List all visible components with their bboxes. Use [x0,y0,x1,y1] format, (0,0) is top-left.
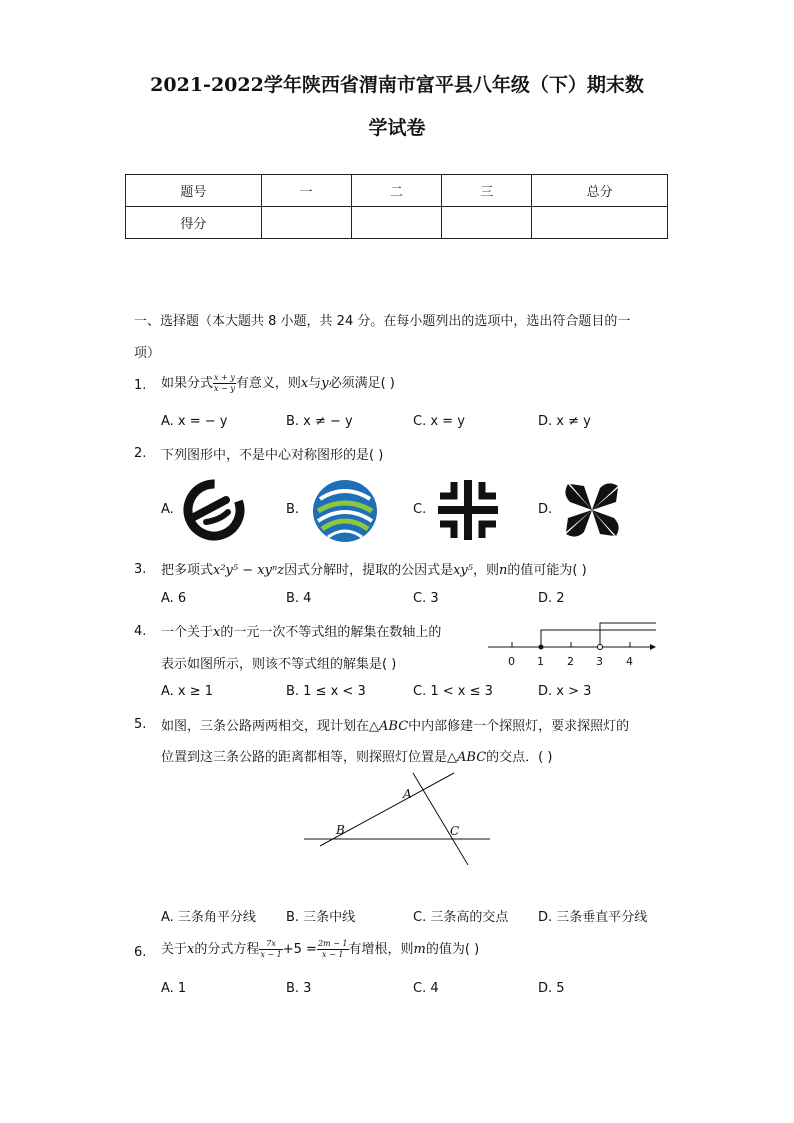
q4-line1-pre: 一个关于 [161,625,214,640]
q6-post: 的值为( ) [425,942,480,957]
question-number: 2. [134,446,147,461]
q3-option-d[interactable]: D. 2 [538,591,565,606]
score-header-cell: 二 [351,175,442,207]
score-cell [351,207,442,239]
q2-figure-c-symbol [436,478,500,542]
score-cell [261,207,351,239]
axis-tick-label: 2 [567,655,574,668]
q5-line2-post: 的交点．( ) [486,750,553,765]
question-number: 4. [134,624,147,639]
axis-tick-label: 0 [508,655,515,668]
q5-triangle: △ABC [369,719,409,734]
q1-post: 必须满足( ) [328,376,395,391]
question-number: 6. [134,945,147,960]
axis-tick-label: 4 [626,655,633,668]
question-5-line2 [161,746,552,765]
q6-option-b[interactable]: B. 3 [286,981,312,996]
score-cell [442,207,532,239]
q3-pre: 把多项式 [161,563,214,578]
q6-pre: 关于 [161,942,188,957]
q4-option-d[interactable]: D. x > 3 [538,684,592,699]
q2-option-a[interactable]: A. [161,502,174,517]
q6-frac2-num: 2m − 1 [317,939,348,948]
q6-var-x: x [187,942,195,957]
q3-factor: xy⁵ [453,563,473,578]
section-heading-line1: 一、选择题（本大题共 8 小题，共 24 分。在每小题列出的选项中，选出符合题目的一 [134,314,631,329]
q3-mid: 因式分解时，提取的公因式是 [284,563,454,578]
q5-line1-pre: 如图，三条公路两两相交，现计划在 [161,719,370,734]
point-label-b: B [336,823,345,837]
q6-fraction-2 [317,939,349,960]
q5-line1-post: 中内部修建一个探照灯，要求探照灯的 [408,719,630,734]
q5-option-a[interactable]: A. 三条角平分线 [161,910,256,925]
q4-var-x: x [213,625,221,640]
q6-frac1-num: 7x [259,939,282,950]
q6-mid2: 有增根，则 [348,942,414,957]
q3-post: ，则 [472,563,499,578]
q2-option-d[interactable]: D. [538,502,553,517]
score-table-header-row [126,175,668,207]
question-number: 3. [134,562,147,577]
q3-option-a[interactable]: A. 6 [161,591,187,606]
question-2-text: 下列图形中，不是中心对称图形的是( ) [161,448,384,463]
q1-fraction [213,373,236,394]
question-5-line1 [161,715,629,734]
score-header-cell: 三 [442,175,532,207]
question-4-line1 [161,621,441,640]
score-table [125,174,668,239]
score-table-score-row [126,207,668,239]
q4-option-c[interactable]: C. 1 < x ≤ 3 [413,684,493,699]
page-title-line2: 学试卷 [368,117,426,139]
q6-mid: 的分式方程 [194,942,260,957]
q1-mid1: 有意义，则 [235,376,301,391]
score-header-cell: 一 [261,175,351,207]
q1-frac-den: x − y [214,384,235,393]
q4-line1-post: 的一元一次不等式组的解集在数轴上的 [220,625,442,640]
q6-plus: +5 = [282,942,317,957]
q1-var-y: y [321,376,329,391]
q5-option-d[interactable]: D. 三条垂直平分线 [538,910,648,925]
score-row-label: 得分 [126,207,262,239]
question-number: 5. [134,717,147,732]
q6-option-d[interactable]: D. 5 [538,981,565,996]
q2-figure-b-logo [310,477,380,545]
q3-option-b[interactable]: B. 4 [286,591,312,606]
q5-option-c[interactable]: C. 三条高的交点 [413,910,509,925]
question-6-text [161,938,479,960]
q1-var-x: x [300,376,309,391]
q1-option-b[interactable]: B. x ≠ − y [286,414,353,429]
point-label-a: A [403,787,412,801]
q6-option-a[interactable]: A. 1 [161,981,187,996]
q1-option-a[interactable]: A. x = − y [161,414,228,429]
q6-fraction-1 [259,939,282,960]
score-cell [532,207,668,239]
question-4-line2: 表示如图所示，则该不等式组的解集是( ) [161,657,397,672]
q6-frac2-den: x − 1 [322,950,344,959]
score-header-cell: 题号 [126,175,262,207]
q3-option-c[interactable]: C. 3 [413,591,439,606]
q1-option-d[interactable]: D. x ≠ y [538,414,591,429]
q2-option-c[interactable]: C. [413,502,427,517]
q3-expression: x²y⁵ − xyⁿz [213,563,285,578]
q5-option-b[interactable]: B. 三条中线 [286,910,356,925]
question-3-text [161,559,587,578]
q5-line2-pre: 位置到这三条公路的距离都相等，则探照灯位置是 [161,750,448,765]
question-1-text [161,372,395,394]
q3-end: 的值可能为( ) [507,563,587,578]
score-header-cell: 总分 [532,175,668,207]
q4-option-b[interactable]: B. 1 ≤ x < 3 [286,684,366,699]
q4-option-a[interactable]: A. x ≥ 1 [161,684,214,699]
question-number: 1. [134,378,147,393]
q2-figure-a-logo [182,478,246,542]
point-label-c: C [450,824,460,838]
section-heading-line2: 项） [134,346,161,361]
q6-var-m: m [413,942,426,957]
q2-option-b[interactable]: B. [286,502,300,517]
q6-frac1-den: x − 1 [260,950,282,959]
page-title-line1: 2021-2022学年陕西省渭南市富平县八年级（下）期末数 [150,74,644,96]
q1-option-c[interactable]: C. x = y [413,414,465,429]
q2-figure-d-symbol [562,480,622,540]
q5-triangle-diagram [300,770,500,870]
axis-tick-label: 3 [596,655,603,668]
q1-frac-num: x + y [214,373,235,382]
q3-var-n: n [499,563,508,578]
axis-tick-label: 1 [537,655,544,668]
q5-triangle-2: △ABC [447,750,487,765]
q1-mid2: 与 [308,376,322,391]
q1-pre: 如果分式 [161,376,214,391]
q6-option-c[interactable]: C. 4 [413,981,439,996]
